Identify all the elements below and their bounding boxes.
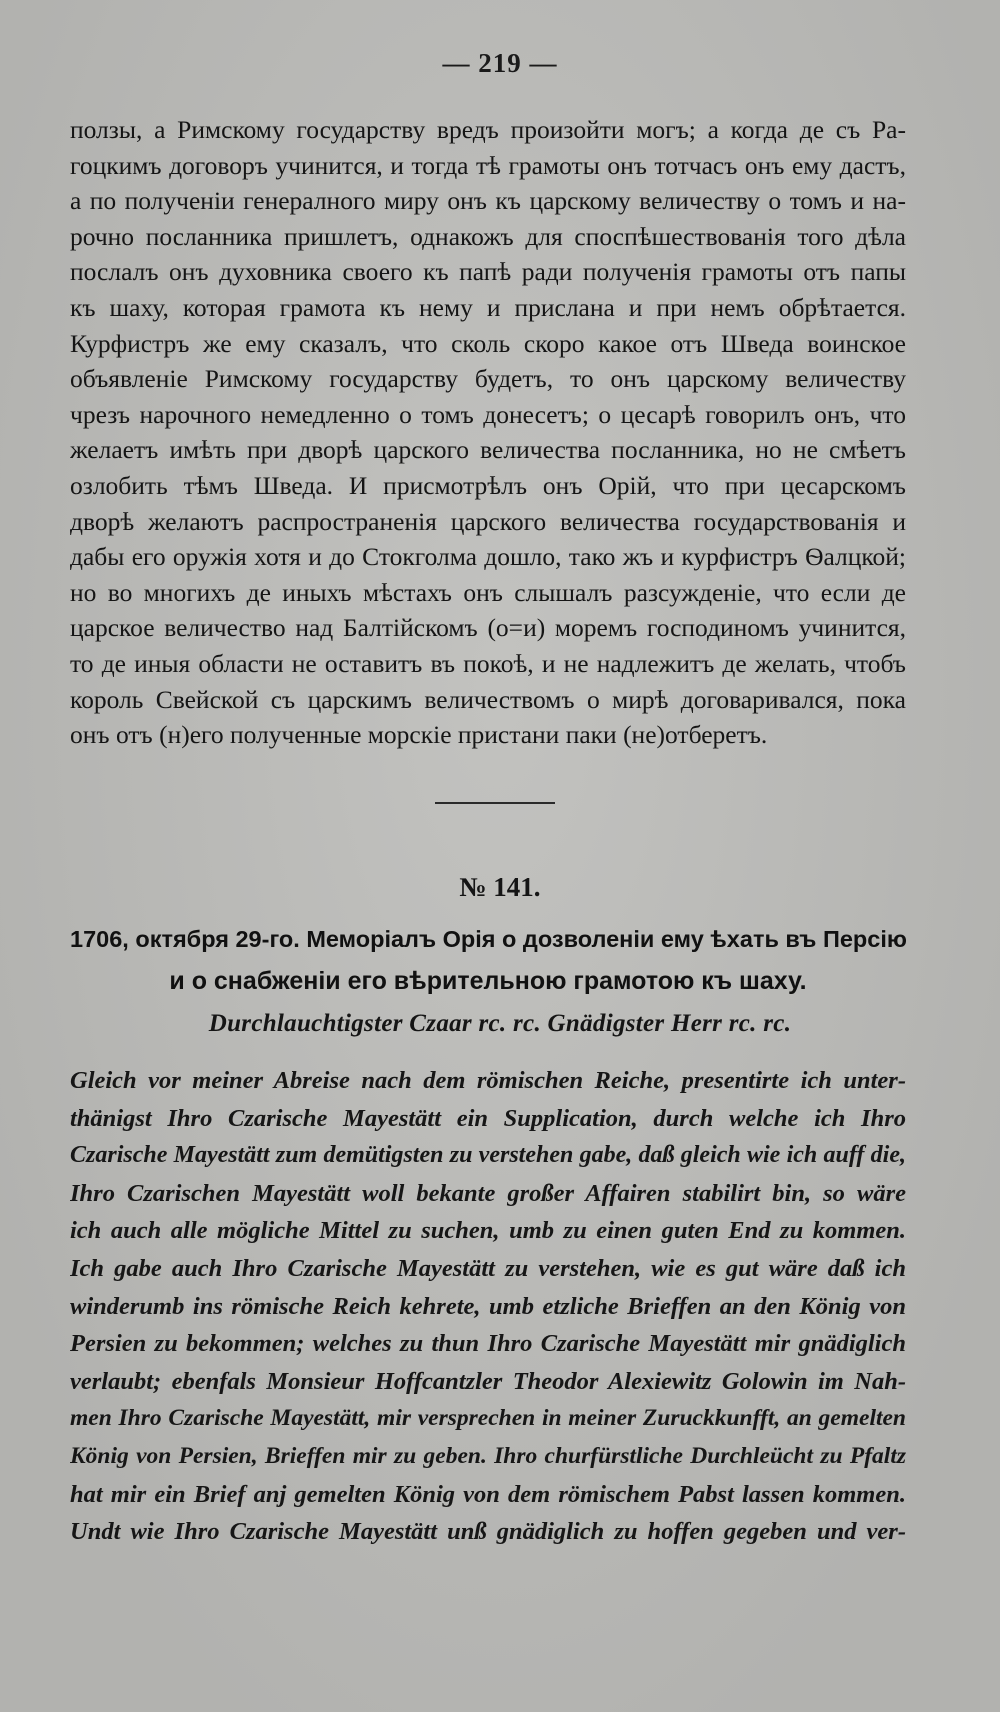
text-line: Ich gabe auch Ihro Czarische Mayestätt zu verstehen, wie es gut wäre daß ich	[70, 1254, 906, 1282]
text-line: Ihro Czarischen Mayestätt woll bekante großer Affairen stabilirt bin, so wäre	[70, 1179, 906, 1207]
text-line: winderumb ins römische Reich kehrete, umb etzliche Brieffen an den König von	[70, 1292, 906, 1320]
text-line: царское величество над Балтійскомъ (о=и) моремъ господиномъ учинится,	[70, 613, 906, 643]
text-line: дворѣ желаютъ распространенія царского величества государствованія и	[70, 506, 906, 536]
text-line: а по полученіи генералного миру онъ къ царскому величеству о томъ и на-	[70, 186, 906, 216]
text-line: онъ отъ (н)его полученные морскіе пристани паки (не)отберетъ.	[70, 720, 768, 750]
text-line: озлобить тѣмъ Шведа. И присмотрѣлъ онъ Орій, что при цесарскомъ	[70, 470, 906, 500]
text-line: чрезъ нарочного немедленно о томъ донесетъ; о цесарѣ говорилъ онъ, что	[70, 399, 906, 429]
text-line: Undt wie Ihro Czarische Mayestätt unß gnädiglich zu hoffen gegeben und ver-	[70, 1518, 906, 1546]
text-line: ползы, а Римскому государству вредъ произойти могъ; а когда де съ Ра-	[70, 115, 906, 144]
text-line: къ шаху, которая грамота къ нему и прислана и при немъ обрѣтается.	[70, 292, 906, 322]
text-line: König von Persien, Brieffen mir zu geben. Ihro churfürstliche Durchleücht zu Pfaltz	[70, 1442, 906, 1469]
text-line: hat mir ein Brief anj gemelten König von dem römischem Pabst lassen kommen.	[70, 1480, 906, 1508]
text-line: Czarische Mayestätt zum demütigsten zu verstehen gabe, daß gleich wie ich auff die,	[70, 1142, 906, 1169]
text-line: verlaubt; ebenfals Monsieur Hoffcantzler Theodor Alexiewitz Golowin im Nah-	[70, 1367, 906, 1395]
text-line: гоцкимъ договоръ учинится, и тогда тѣ грамоты онъ тотчасъ онъ ему дастъ,	[70, 150, 906, 180]
text-line: но во многихъ де иныхъ мѣстахъ онъ слышалъ разсужденіе, что если де	[70, 577, 906, 607]
text-line: thänigst Ihro Czarische Mayestätt ein Supplication, durch welche ich Ihro	[70, 1104, 906, 1132]
section-divider	[435, 802, 555, 804]
text-line: то де иныя области не оставитъ въ покоѣ, и не надлежитъ де желать, чтобъ	[70, 648, 906, 678]
text-line: men Ihro Czarische Mayestätt, mir versprechen in meiner Zuruckkunfft, an gemelten	[70, 1405, 906, 1432]
text-line: ich auch alle mögliche Mittel zu suchen, umb zu einen guten End zu kommen.	[70, 1217, 906, 1245]
german-paragraph	[70, 1062, 906, 1551]
text-line: послалъ онъ духовника своего къ папѣ ради полученія грамоты отъ папы	[70, 257, 906, 287]
text-line: объявленіе Римскому государству будетъ, то онъ царскому величеству	[70, 364, 906, 394]
document-number: № 141.	[459, 872, 541, 902]
document-heading	[70, 918, 906, 1002]
text-line: Persien zu bekommen; welches zu thun Ihro Czarische Mayestätt mir gnädiglich	[70, 1330, 906, 1358]
text-line: король Свейской съ царскимъ величествомъ о мирѣ договаривался, пока	[70, 684, 906, 714]
text-line: желаетъ имѣть при дворѣ царского величества посланника, но не смѣетъ	[70, 435, 906, 465]
heading-line: и о снабженіи его вѣрительною грамотою къ шаху.	[169, 967, 807, 995]
text-line: дабы его оружія хотя и до Стокголма дошло, тако жъ и курфистръ Ѳалцкой;	[70, 542, 906, 572]
russian-paragraph	[70, 112, 906, 753]
text-line: рочно посланника пришлетъ, однакожъ для споспѣшествованія того дѣла	[70, 221, 906, 251]
salutation: Durchlauchtigster Czaar rc. rc. Gnädigster Herr rc. rc.	[208, 1010, 792, 1037]
text-line: Курфистръ же ему сказалъ, что сколь скоро какое отъ Шведа воинское	[70, 328, 906, 358]
heading-line: 1706, октября 29-го. Меморіалъ Орія о дозволеніи ему ѣхать въ Персію	[70, 926, 907, 952]
text-line: Gleich vor meiner Abreise nach dem römischen Reiche, presentirte ich unter-	[70, 1067, 906, 1094]
page-number: — 219 —	[442, 48, 558, 78]
